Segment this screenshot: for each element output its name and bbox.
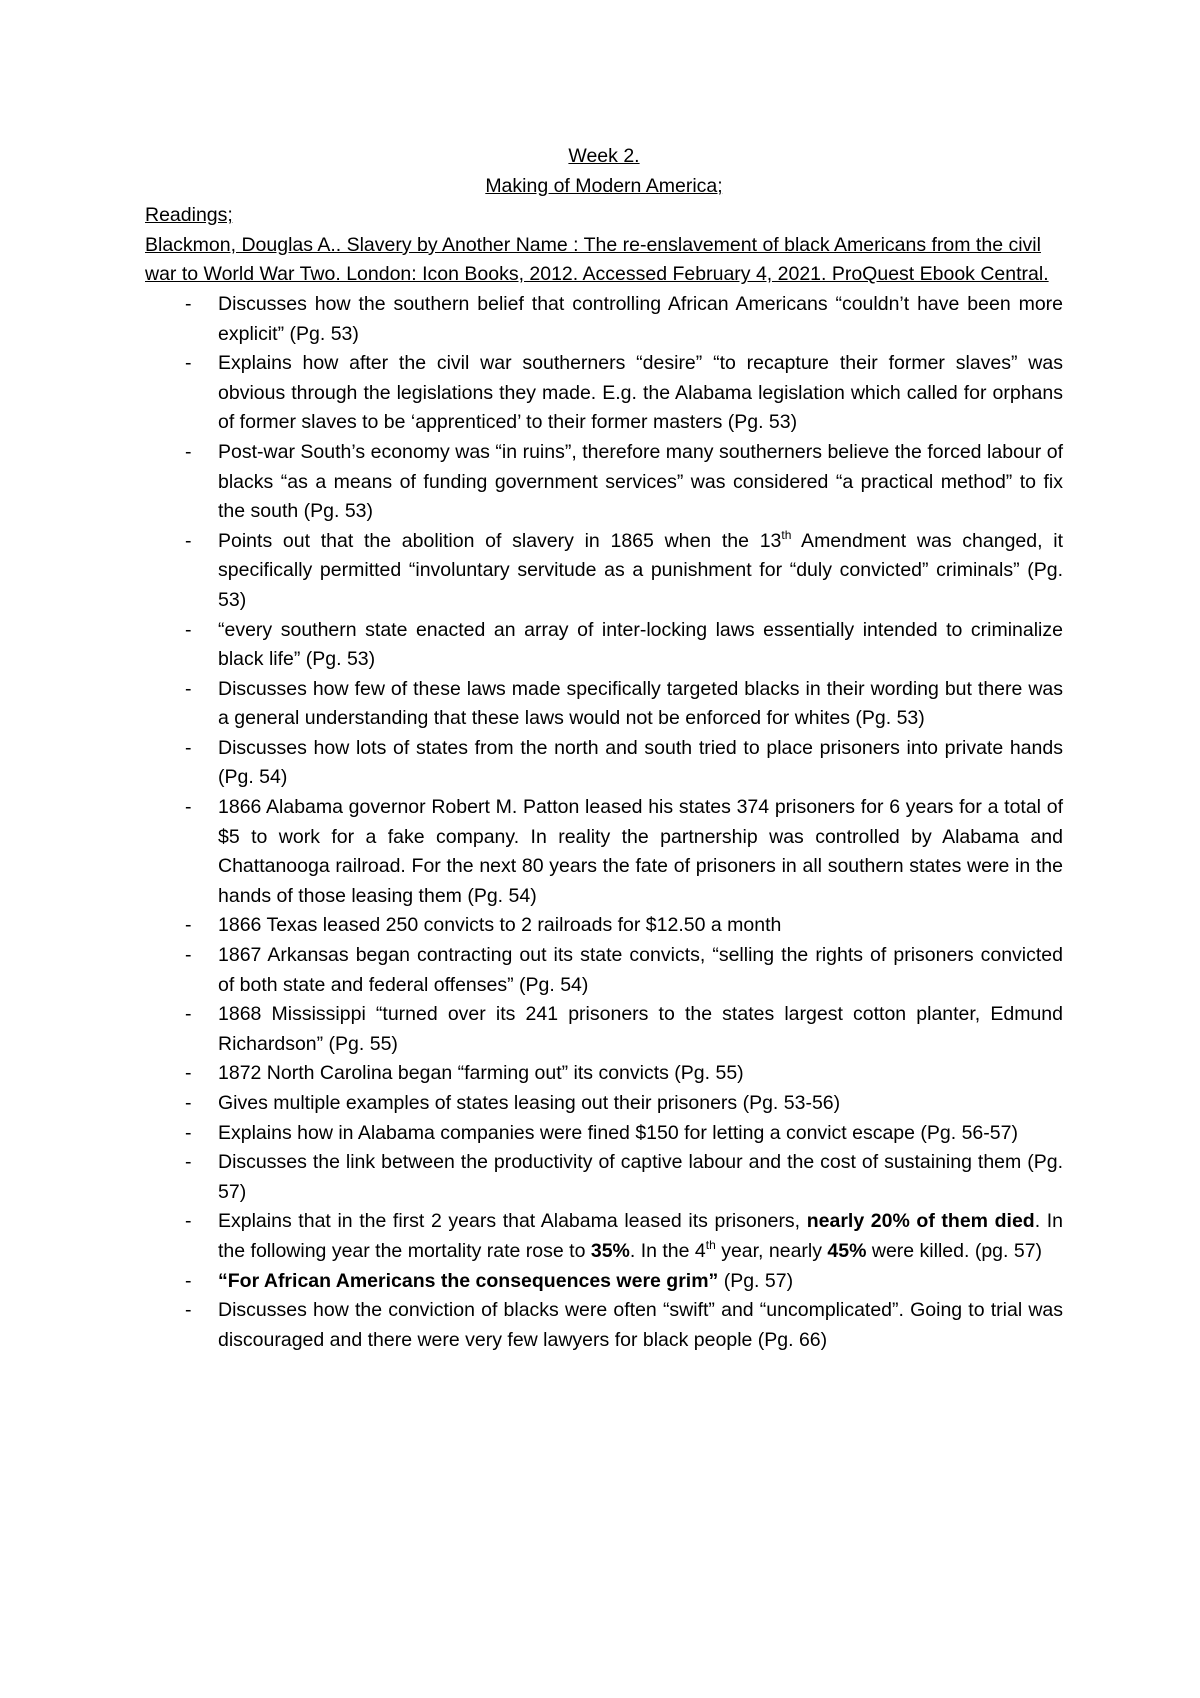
note-text: Discusses how the southern belief that controlling African Americans “couldn’t have been more explicit” (Pg. 53) [218, 292, 1063, 345]
note-text: Discusses how lots of states from the north and south tried to place prisoners into private hands (Pg. 54) [218, 736, 1063, 789]
note-item [145, 911, 1063, 941]
note-item [145, 734, 1063, 793]
emphasis-text: “For African Americans the consequences were grim” [218, 1269, 719, 1292]
note-item [145, 1059, 1063, 1089]
note-item [145, 1089, 1063, 1119]
week-title: Week 2. [568, 145, 640, 167]
note-item [145, 1267, 1063, 1297]
note-text: year, nearly [715, 1239, 828, 1262]
note-text: Explains how in Alabama companies were fined $150 for letting a convict escape (Pg. 56-57) [218, 1121, 1018, 1144]
note-item [145, 1119, 1063, 1149]
note-item [145, 1000, 1063, 1059]
note-text: 1866 Alabama governor Robert M. Patton leased his states 374 prisoners for 6 years for a total of $5 to work for a fake company. In reality the partnership was controlled by Alabama and Chattanooga railroad. For the next 80 years the fate of prisoners in all southern states were in the hands of those leasing them (Pg. 54) [218, 796, 1063, 907]
emphasis-text: 35% [590, 1239, 630, 1262]
note-item [145, 290, 1063, 349]
note-item [145, 1148, 1063, 1207]
note-text: Points out that the abolition of slavery in 1865 when the 13 [218, 529, 782, 552]
note-text: Discusses how the conviction of blacks were often “swift” and “uncomplicated”. Going to trial was discouraged and there were very few lawyers for black people (Pg. 66) [218, 1299, 1063, 1351]
note-item [145, 1296, 1063, 1355]
note-text: 1866 Texas leased 250 convicts to 2 railroads for $12.50 a month [218, 914, 782, 937]
readings-heading: Readings; [145, 204, 233, 227]
note-text: “every southern state enacted an array of inter-locking laws essentially intended to criminalize black life” (Pg. 53) [218, 618, 1063, 671]
note-text: (Pg. 57) [718, 1269, 794, 1292]
note-item [145, 438, 1063, 527]
ordinal-suffix: th [705, 1237, 716, 1252]
note-item [145, 1207, 1063, 1266]
course-title: Making of Modern America; [485, 174, 723, 197]
note-item [145, 616, 1063, 675]
ordinal-suffix: th [781, 527, 792, 542]
note-item [145, 941, 1063, 1000]
note-text: Explains that in the first 2 years that Alabama leased its prisoners, [218, 1210, 807, 1233]
note-text: were killed. (pg. 57) [866, 1239, 1043, 1262]
note-item [145, 349, 1063, 438]
note-item [145, 793, 1063, 911]
note-item [145, 675, 1063, 734]
note-text: Explains how after the civil war southerners “desire” “to recapture their former slaves” was obvious through the legislations they made. E.g. the Alabama legislation which called for orphans of former slaves to be ‘apprenticed’ to their former masters (Pg. 53) [218, 352, 1063, 434]
note-item [145, 527, 1063, 616]
note-text: . In the following year the mortality rate rose to [218, 1210, 1063, 1262]
note-text: Gives multiple examples of states leasing out their prisoners (Pg. 53-56) [218, 1092, 841, 1114]
note-text: 1868 Mississippi “turned over its 241 prisoners to the states largest cotton planter, Edmund Richardson” (Pg. 55) [218, 1003, 1063, 1055]
note-text: Post-war South’s economy was “in ruins”, therefore many southerners believe the forced labour of blacks “as a means of funding government services” was considered “a practical method” to fix the south (Pg. 53) [218, 440, 1063, 523]
document-body [145, 142, 1063, 1355]
note-text: . In the 4 [629, 1239, 706, 1262]
note-text: 1872 North Carolina began “farming out” its convicts (Pg. 55) [218, 1062, 744, 1085]
note-text: 1867 Arkansas began contracting out its state convicts, “selling the rights of prisoners convicted of both state and federal offenses” (Pg. 54) [218, 944, 1063, 996]
emphasis-text: nearly 20% of them died [806, 1210, 1035, 1233]
note-text: Discusses the link between the productivity of captive labour and the cost of sustaining them (Pg. 57) [218, 1151, 1063, 1203]
reading-notes-list [145, 290, 1063, 1355]
note-text: Discusses how few of these laws made specifically targeted blacks in their wording but there was a general understanding that these laws would not be enforced for whites (Pg. 53) [218, 677, 1063, 730]
note-text: Amendment was changed, it specifically permitted “involuntary servitude as a punishment for “duly convicted” criminals” (Pg. 53) [218, 529, 1063, 611]
citation: Blackmon, Douglas A.. Slavery by Another Name : The re-enslavement of black Americans from the civil war to World War Two. London: Icon Books, 2012. Accessed February 4, 2021. ProQuest Ebook Central. [145, 233, 1049, 286]
emphasis-text: 45% [827, 1239, 867, 1262]
